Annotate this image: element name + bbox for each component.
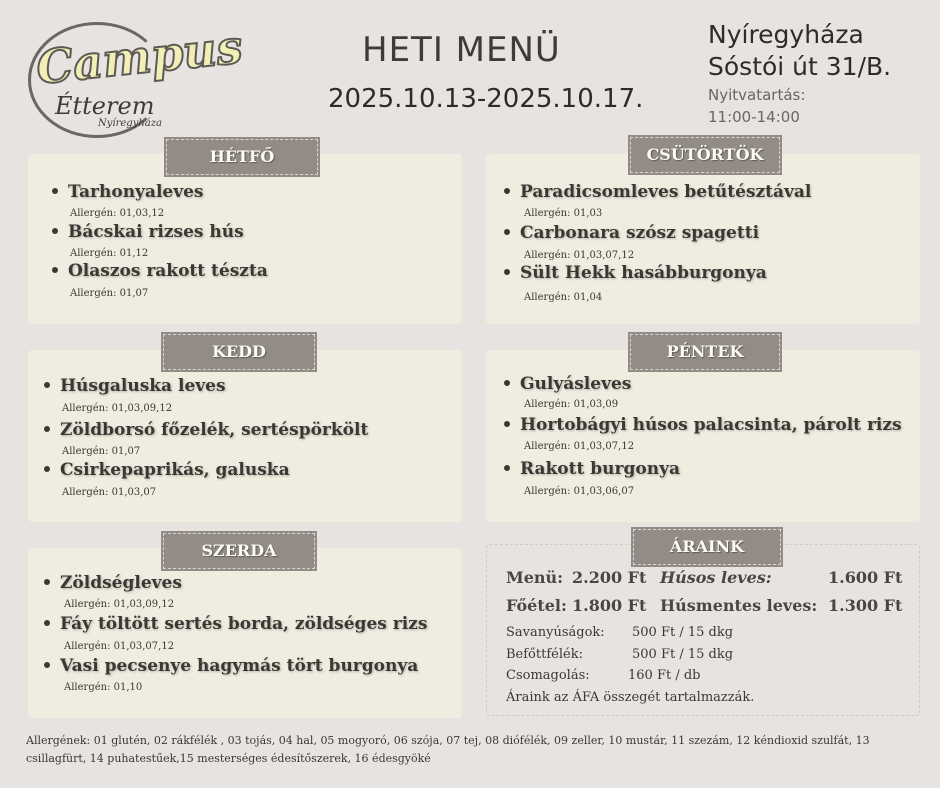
allergen-info: Allergén: 01,12 [70,248,149,259]
pickles-price: 500 Ft / 15 dkg [632,625,734,640]
allergen-info: Allergén: 01,10 [64,682,143,693]
main-price: 1.800 Ft [572,596,647,615]
day-title-wednesday: SZERDA [163,533,315,569]
meatless-soup-label: Húsmentes leves: [660,596,818,615]
dish-item: Hortobágyi húsos palacsinta, párolt rizs [504,415,902,435]
dish-item: Sült Hekk hasábburgonya [504,263,767,283]
logo-sub: Étterem [55,92,155,120]
dish-item: Vasi pecsenye hagymás tört burgonya [44,656,418,676]
dish-item: Húsgaluska leves [44,376,226,396]
day-title-thursday: CSÜTÖRTÖK [630,137,780,173]
date-range: 2025.10.13-2025.10.17. [328,84,644,114]
page-title: HETI MENÜ [362,30,561,70]
dish-item: Gulyásleves [504,374,631,394]
compote-price: 500 Ft / 15 dkg [632,647,734,662]
dish-item: Zöldségleves [44,573,182,593]
dish-item: Zöldborsó főzelék, sertéspörkölt [44,420,368,440]
logo-brand: Campus [33,19,245,95]
allergen-info: Allergén: 01,04 [524,292,603,303]
day-title-friday: PÉNTEK [630,334,780,370]
day-title-tuesday: KEDD [163,334,315,370]
meatless-soup-price: 1.300 Ft [828,596,903,615]
meat-soup-label: Húsos leves: [660,568,772,587]
allergen-info: Allergén: 01,03,07,12 [524,250,635,261]
allergen-info: Allergén: 01,03,07 [62,487,157,498]
dish-item: Paradicsomleves betűtésztával [504,182,811,202]
prices-title: ÁRAINK [633,529,781,565]
opening-hours-label: Nyitvatartás: [708,86,806,104]
logo-city: Nyíregyháza [98,118,162,129]
dish-item: Fáy töltött sertés borda, zöldséges rizs [44,614,427,634]
day-title-monday: HÉTFŐ [166,139,318,175]
allergen-info: Allergén: 01,03,06,07 [524,486,635,497]
dish-item: Rakott burgonya [504,459,680,479]
address-city: Nyíregyháza [708,20,864,49]
dish-item: Csirkepaprikás, galuska [44,460,290,480]
packaging-price: 160 Ft / db [628,668,701,683]
allergen-info: Allergén: 01,07 [62,446,141,457]
meat-soup-price: 1.600 Ft [828,568,903,587]
allergen-info: Allergén: 01,03,09,12 [62,403,173,414]
dish-item: Bácskai rizses hús [52,222,244,242]
main-price-label: Főétel: [506,596,567,615]
allergen-info: Allergén: 01,03,07,12 [64,641,175,652]
allergen-info: Allergén: 01,03,07,12 [524,441,635,452]
address-street: Sóstói út 31/B. [708,52,892,81]
allergen-info: Allergén: 01,03,09,12 [64,599,175,610]
packaging-label: Csomagolás: [506,668,590,683]
dish-item: Tarhonyaleves [52,182,204,202]
compote-label: Befőttfélék: [506,647,583,662]
vat-note: Áraink az ÁFA összegét tartalmazzák. [506,690,755,705]
allergen-info: Allergén: 01,03 [524,208,603,219]
dish-item: Olaszos rakott tészta [52,261,268,281]
dish-item: Carbonara szósz spagetti [504,223,759,243]
pickles-label: Savanyúságok: [506,625,605,640]
allergen-info: Allergén: 01,07 [70,288,149,299]
menu-price: 2.200 Ft [572,568,647,587]
allergen-legend: Allergének: 01 glutén, 02 rákfélék , 03 tojás, 04 hal, 05 mogyoró, 06 szója, 07 tej, 08 diófélék, 09 zeller, 10 mustár, 11 szezám, 12 kéndioxid szulfát, 13 csillagfürt, 14 puhatestűek,15 mesterséges édesítőszerek, 16 édesgyöké [26,734,870,765]
menu-price-label: Menü: [506,568,564,587]
opening-hours: 11:00-14:00 [708,108,800,126]
allergen-info: Allergén: 01,03,09 [524,399,619,410]
allergen-info: Allergén: 01,03,12 [70,208,165,219]
